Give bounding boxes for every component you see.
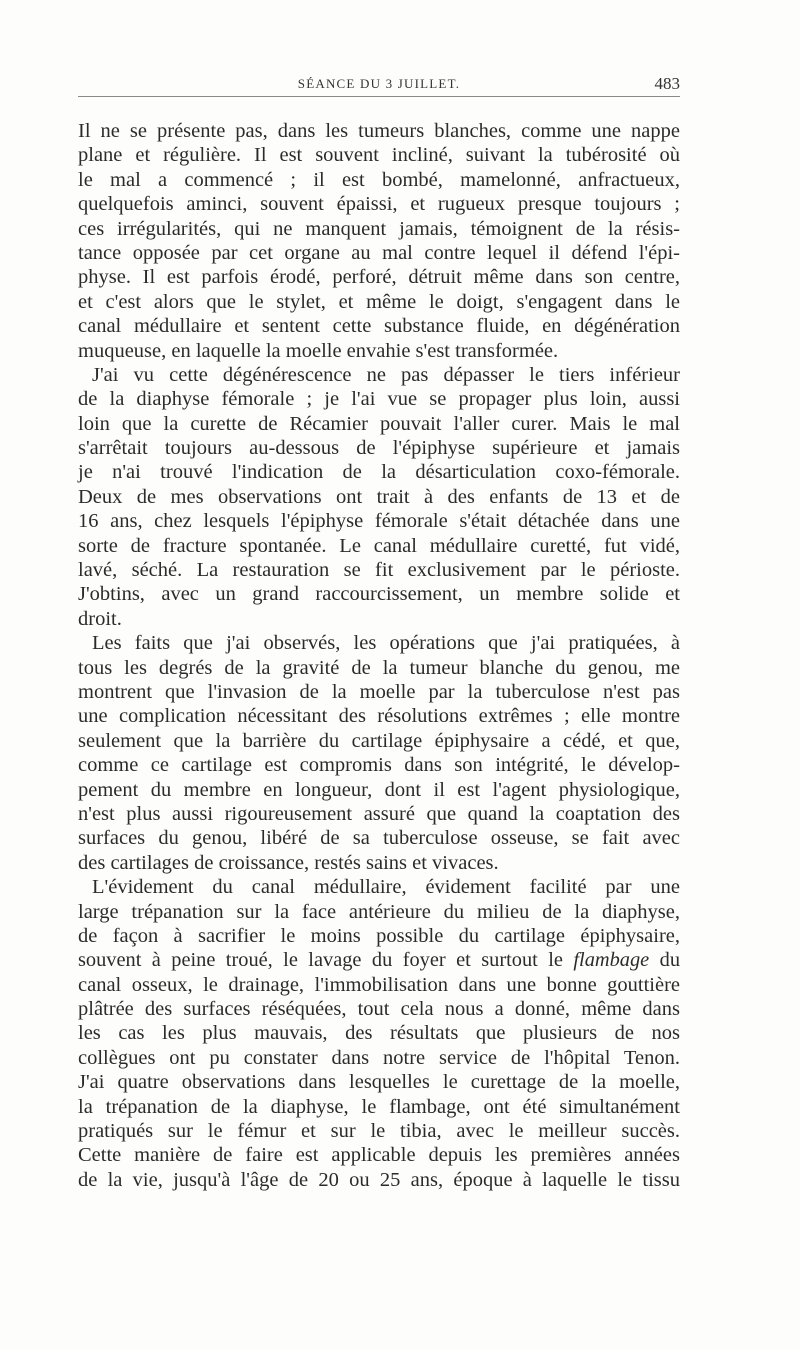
- text-run: souvent à peine troué, le lavage du foyer et surtout le: [78, 949, 574, 972]
- text-line: s'arrêtait toujours au-dessous de l'épiphyse supérieure et jamais: [78, 437, 680, 460]
- text-line-with-italic: [78, 948, 680, 972]
- text-line: 16 ans, chez lesquels l'épiphyse fémorale s'était détachée dans une: [78, 510, 680, 533]
- text-line: montrent que l'invasion de la moelle par la tuberculose n'est pas: [78, 680, 680, 703]
- text-line: une complication nécessitant des résolutions extrêmes ; elle montre: [78, 705, 680, 728]
- text-line: ces irrégularités, qui ne manquent jamais, témoignent de la résis-: [78, 217, 680, 240]
- text-line: Deux de mes observations ont trait à des enfants de 13 et de: [78, 485, 680, 508]
- text-line: loin que la curette de Récamier pouvait l'aller curer. Mais le mal: [78, 412, 680, 435]
- text-line: J'ai quatre observations dans lesquelles le curettage de la moelle,: [78, 1071, 680, 1094]
- text-line: large trépanation sur la face antérieure du milieu de la diaphyse,: [78, 900, 680, 923]
- text-line: canal médullaire et sentent cette substance fluide, en dégénération: [78, 315, 680, 338]
- text-line: de façon à sacrifier le moins possible du cartilage épiphysaire,: [78, 924, 680, 947]
- text-line: collègues ont pu constater dans notre service de l'hôpital Tenon.: [78, 1046, 680, 1069]
- text-line: je n'ai trouvé l'indication de la désarticulation coxo-fémorale.: [78, 461, 680, 484]
- text-line: pement du membre en longueur, dont il est l'agent physiologique,: [78, 778, 680, 801]
- running-title: SÉANCE DU 3 JUILLET.: [297, 76, 461, 91]
- paragraph-3: [78, 631, 680, 875]
- text-line: sorte de fracture spontanée. Le canal médullaire curetté, fut vidé,: [78, 534, 680, 557]
- text-line: comme ce cartilage est compromis dans son intégrité, le dévelop-: [78, 754, 680, 777]
- text-line: pratiqués sur le fémur et sur le tibia, avec le meilleur succès.: [78, 1120, 680, 1143]
- text-line: Cette manière de faire est applicable depuis les premières années: [78, 1144, 680, 1167]
- paragraph-1: [78, 119, 680, 363]
- text-line: muqueuse, en laquelle la moelle envahie s'est transformée.: [78, 339, 559, 362]
- paragraph-4: [78, 875, 680, 1192]
- text-line: surfaces du genou, libéré de sa tuberculose osseuse, se fait avec: [78, 827, 680, 850]
- text-line: L'évidement du canal médullaire, évidement facilité par une: [92, 876, 680, 899]
- text-line: quelquefois aminci, souvent épaissi, et rugueux presque toujours ;: [78, 193, 680, 216]
- text-line: la trépanation de la diaphyse, le flambage, ont été simultanément: [78, 1095, 680, 1118]
- text-line: tance opposée par cet organe au mal contre lequel il défend l'épi-: [78, 241, 680, 264]
- text-line: Les faits que j'ai observés, les opérations que j'ai pratiquées, à: [92, 632, 680, 655]
- text-line: droit.: [78, 607, 122, 630]
- text-line: J'ai vu cette dégénérescence ne pas dépasser le tiers inférieur: [92, 363, 680, 386]
- text-line: de la diaphyse fémorale ; je l'ai vue se propager plus loin, aussi: [78, 388, 680, 411]
- text-line: canal osseux, le drainage, l'immobilisation dans une bonne gouttière: [78, 973, 680, 996]
- page-header: [78, 74, 680, 97]
- text-line: n'est plus aussi rigoureusement assuré que quand la coaptation des: [78, 802, 680, 825]
- text-line: plâtrée des surfaces réséquées, tout cela nous a donné, même dans: [78, 998, 680, 1021]
- page-number: 483: [654, 74, 680, 93]
- text-line: des cartilages de croissance, restés sains et vivaces.: [78, 851, 499, 874]
- text-line: les cas les plus mauvais, des résultats que plusieurs de nos: [78, 1022, 680, 1045]
- text-line: physe. Il est parfois érodé, perforé, détruit même dans son centre,: [78, 266, 680, 289]
- text-line: lavé, séché. La restauration se fit exclusivement par le périoste.: [78, 559, 680, 582]
- italic-term: flambage: [573, 949, 650, 972]
- text-line: plane et régulière. Il est souvent incliné, suivant la tubérosité où: [78, 144, 680, 167]
- paragraph-2: [78, 363, 680, 631]
- text-line: le mal a commencé ; il est bombé, mamelonné, anfractueux,: [78, 168, 680, 191]
- text-line: de la vie, jusqu'à l'âge de 20 ou 25 ans, époque à laquelle le tissu: [78, 1168, 680, 1191]
- text-line: seulement que la barrière du cartilage épiphysaire a cédé, et que,: [78, 729, 680, 752]
- text-line: Il ne se présente pas, dans les tumeurs blanches, comme une nappe: [78, 120, 680, 142]
- text-line: et c'est alors que le stylet, et même le doigt, s'engagent dans le: [78, 290, 680, 313]
- text-line: tous les degrés de la gravité de la tumeur blanche du genou, me: [78, 656, 680, 679]
- body-text: [78, 119, 680, 1192]
- text-run: du: [649, 949, 681, 972]
- text-line: J'obtins, avec un grand raccourcissement, un membre solide et: [78, 583, 680, 606]
